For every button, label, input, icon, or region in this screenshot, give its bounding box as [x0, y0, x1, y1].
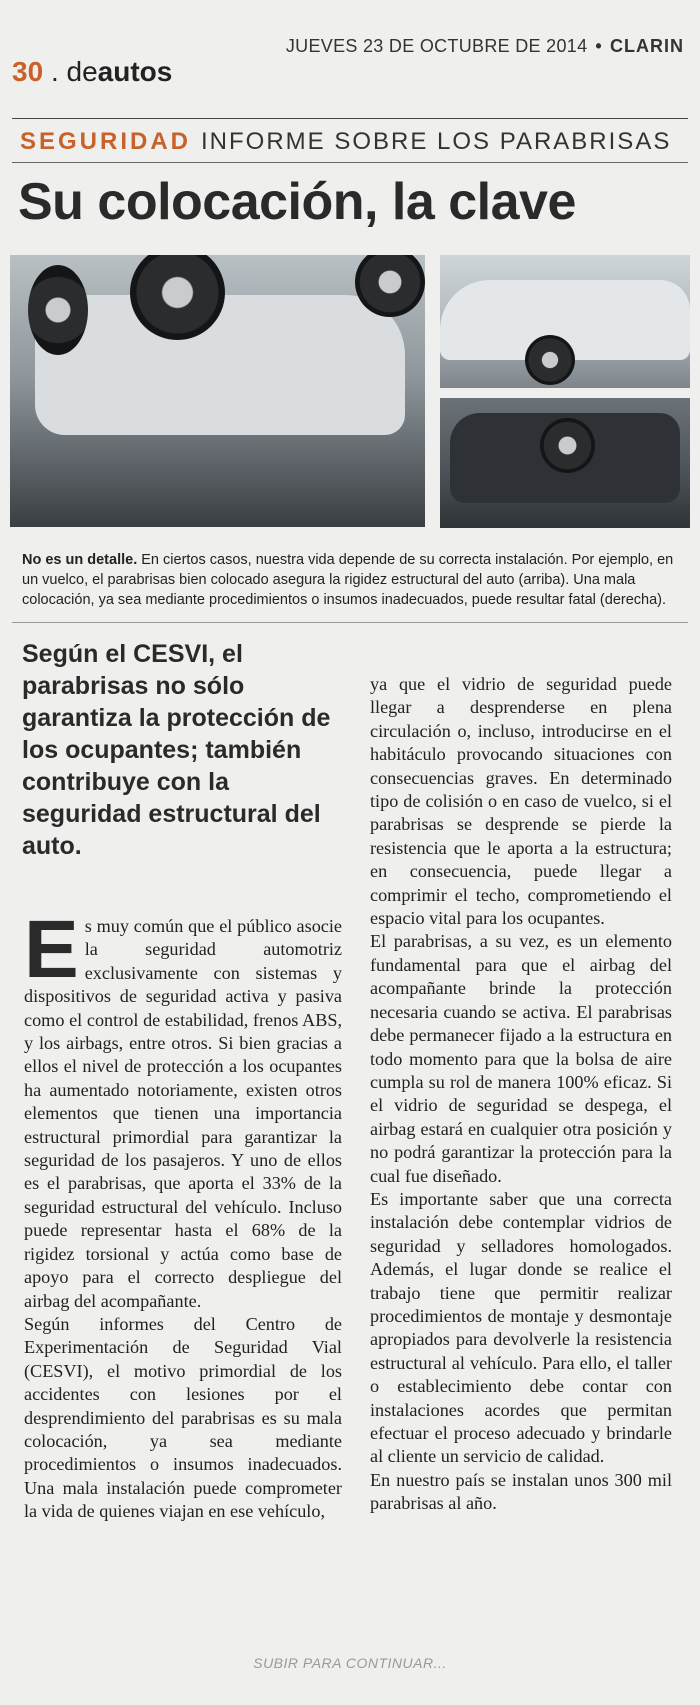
body-paragraph: En nuestro país se instalan unos 300 mil parabrisas al año. — [370, 1469, 672, 1514]
newspaper-name: CLARIN — [610, 36, 684, 56]
kicker-tag: SEGURIDAD — [20, 128, 192, 155]
body-paragraph: ya que el vidrio de seguridad puede llegar a desprenderse en plena circulación o, incluso, introducirse en el habitáculo provocando situaciones con consecuencias graves. En determinado tipo de colisión o en caso de vuelco, si el parabrisas se desprende se pierde la resistencia que le aporta a la estructura; en consecuencia, puede llegar a comprimir el techo, comprometiendo el espacio vital para los ocupantes. — [370, 674, 672, 929]
caption-text: En ciertos casos, nuestra vida depende de su correcta instalación. Por ejemplo, en un vuelco, el parabrisas bien colocado asegura la rigidez estructural del auto (arriba). Una mala colocación, ya sea mediante procedimientos o insumos inadecuados, puede resultar fatal (derecha). — [22, 552, 674, 608]
header-divider — [12, 118, 688, 119]
body-paragraph: El parabrisas, a su vez, es un elemento fundamental para que el airbag del acompañante brinde la protección necesaria cuando se activa. El parabrisas debe permanecer fijado a la estructura en todo momento para que la bolsa de aire cumpla su rol de manera 100% eficaz. Si el vidrio de seguridad se despega, el airbag estará en cualquier otra posición y no podrá garantizar la protección para la cual fue diseñado. — [370, 931, 672, 1186]
headline: Su colocación, la clave — [18, 173, 576, 231]
article-deck: Según el CESVI, el parabrisas no sólo garantiza la protección de los ocupantes; también contribuye con la seguridad estructural del auto. — [22, 640, 331, 860]
body-paragraph: Es importante saber que una correcta instalación debe contemplar vidrios de seguridad y selladores homologados. Además, el lugar donde se realice el trabajo tiene que permitir realizar procedimientos de montaje y desmontaje apropiados para devolverle la resistencia estructural al vehículo. Para ello, el taller o establecimiento debe contar con instalaciones acordes que permitan efectuar el proceso adecuado y brindarle al cliente un servicio de calidad. — [370, 1188, 672, 1467]
kicker-text: INFORME SOBRE LOS PARABRISAS — [201, 128, 672, 155]
section-name: autos — [97, 56, 173, 87]
car-body-shape — [35, 295, 405, 435]
body-paragraph — [24, 904, 342, 1313]
caption-lead: No es un detalle. — [22, 552, 138, 568]
photo-car-side — [440, 255, 690, 388]
section-header — [12, 56, 172, 88]
bullet-separator: • — [595, 36, 602, 56]
body-paragraph: Según informes del Centro de Experimentación de Seguridad Vial (CESVI), el motivo primordial de los accidentes con lesiones por el desprendimiento del parabrisas es su mala colocación, ya sea mediante procedimientos o insumos inadecuados. Una mala instalación puede comprometer la vida de quienes viajan en ese vehículo, — [24, 1313, 342, 1522]
caption-divider — [12, 622, 688, 623]
body-column-left — [24, 904, 342, 1524]
body-column-right — [370, 673, 672, 1516]
dateline — [286, 36, 684, 57]
photo-crushed-car — [440, 398, 690, 528]
wheel-shape — [355, 255, 425, 317]
scroll-hint[interactable]: SUBIR PARA CONTINUAR... — [253, 1655, 447, 1671]
wheel-shape — [28, 265, 88, 355]
section-prefix: . de — [50, 56, 98, 87]
date: JUEVES 23 DE OCTUBRE DE 2014 — [285, 36, 588, 56]
wheel-shape — [525, 335, 575, 385]
page-number: 30 — [12, 56, 44, 87]
paragraph-text: s muy común que el público asocie la seguridad automotriz exclusivamente con sistemas y dispositivos de seguridad activa y pasiva como el control de estabilidad, frenos ABS, y los airbags, entre otros. Si bien gracias a ellos el nivel de protección a los ocupantes ha aumentado notoriamente, existen otros elementos que tienen una importancia estructural primordial para garantizar la seguridad de los pasajeros. Y uno de ellos es el parabrisas, que aporta el 33% de la seguridad estructural del vehículo. Incluso puede representar hasta el 68% de la rigidez torsional y actúa como base de apoyo para el correcto despliegue del airbag del acompañante. — [24, 916, 342, 1311]
kicker-divider — [12, 162, 688, 163]
drop-cap: E — [24, 904, 79, 995]
wheel-shape — [540, 418, 595, 473]
photo-caption — [22, 550, 692, 610]
photo-overturned-car — [10, 255, 425, 527]
kicker — [20, 128, 671, 156]
